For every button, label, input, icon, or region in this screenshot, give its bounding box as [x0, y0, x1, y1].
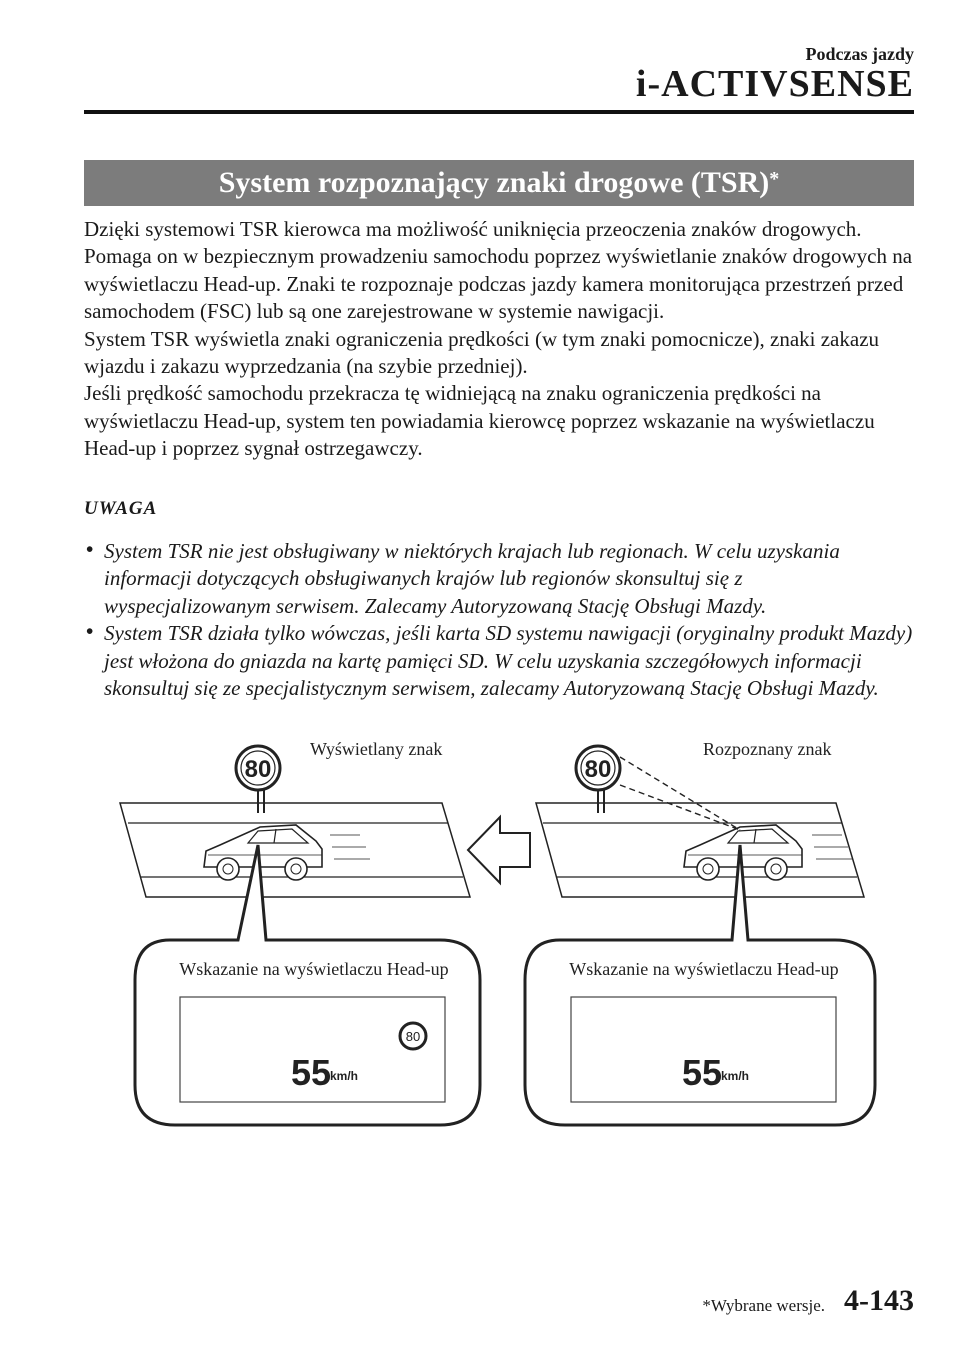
- sign-value: 80: [584, 756, 612, 783]
- speed-value: 55: [682, 1052, 723, 1093]
- note-label: UWAGA: [84, 498, 158, 519]
- speed-value: 55: [291, 1052, 332, 1093]
- bullet-icon: •: [86, 619, 94, 644]
- page-number: 4-143: [844, 1284, 914, 1317]
- left-road-scene: [120, 739, 470, 897]
- chapter-title: i-ACTIVSENSE: [635, 63, 914, 105]
- bullet-icon: •: [86, 537, 94, 561]
- sign-value: 80: [244, 756, 272, 783]
- note-list: [84, 538, 914, 702]
- header-rule: [84, 110, 914, 114]
- note-item: [84, 538, 914, 620]
- arrow-left-icon: [468, 817, 530, 883]
- tsr-illustration: [0, 735, 960, 1135]
- body-text: [84, 216, 914, 463]
- right-road-scene: [536, 739, 864, 897]
- speed-unit: km/h: [330, 1069, 359, 1083]
- right-figure-label: Rozpoznany znak: [703, 739, 832, 759]
- left-figure-label: Wyświetlany znak: [310, 739, 443, 759]
- body-paragraph: Jeśli prędkość samochodu przekracza tę widniejącą na znaku ograniczenia prędkości na wyświetlaczu Head-up, system ten powiadamia kierowcę poprzez wskazanie na wyświetlaczu Head-up i poprzez sygnał ostrzegawczy.: [84, 381, 875, 461]
- note-item-text: System TSR nie jest obsługiwany w niektórych krajach lub regionach. W celu uzyskania informacji dotyczących obsługiwanych krajów lub regionów skonsultuj się z wyspecjalizowanym serwisem. Zalecamy Autoryzowaną Stację Obsługi Mazdy.: [104, 539, 840, 618]
- callout-label: Wskazanie na wyświetlaczu Head-up: [569, 959, 839, 979]
- note-item-text: System TSR działa tylko wówczas, jeśli karta SD systemu nawigacji (oryginalny produkt Mazdy) jest włożona do gniazda na kartę pamięci SD. W celu uzyskania szczegółowych informacji skonsultuj się ze specjalistycznym serwisem, zalecamy Autoryzowaną Stację Obsługi Mazdy.: [104, 621, 913, 701]
- speed-unit: km/h: [721, 1069, 750, 1083]
- footer-note: *Wybrane wersje.: [702, 1296, 825, 1315]
- callout-label: Wskazanie na wyświetlaczu Head-up: [179, 959, 449, 979]
- hud-sign-value: 80: [405, 1029, 421, 1044]
- note-item: [84, 620, 914, 702]
- body-paragraph: Dzięki systemowi TSR kierowca ma możliwość uniknięcia przeoczenia znaków drogowych. Pomaga on w bezpiecznym prowadzeniu samochodu poprzez wyświetlanie znaków drogowych na wyświetlaczu Head-up. Znaki te rozpoznaje podczas jazdy kamera monitorująca przestrzeń przed samochodem (FSC) lub są one zarejestrowane w systemie nawigacji.: [84, 217, 913, 324]
- body-paragraph: System TSR wyświetla znaki ograniczenia prędkości (w tym znaki pomocnicze), znaki zakazu wjazdu i zakazu wyprzedzania (na szybie przedniej).: [84, 326, 880, 379]
- page-title: [84, 160, 914, 206]
- section-title: Podczas jazdy: [805, 44, 914, 64]
- page-title-text: System rozpoznający znaki drogowe (TSR): [218, 166, 770, 199]
- optional-equipment-marker: *: [769, 167, 780, 190]
